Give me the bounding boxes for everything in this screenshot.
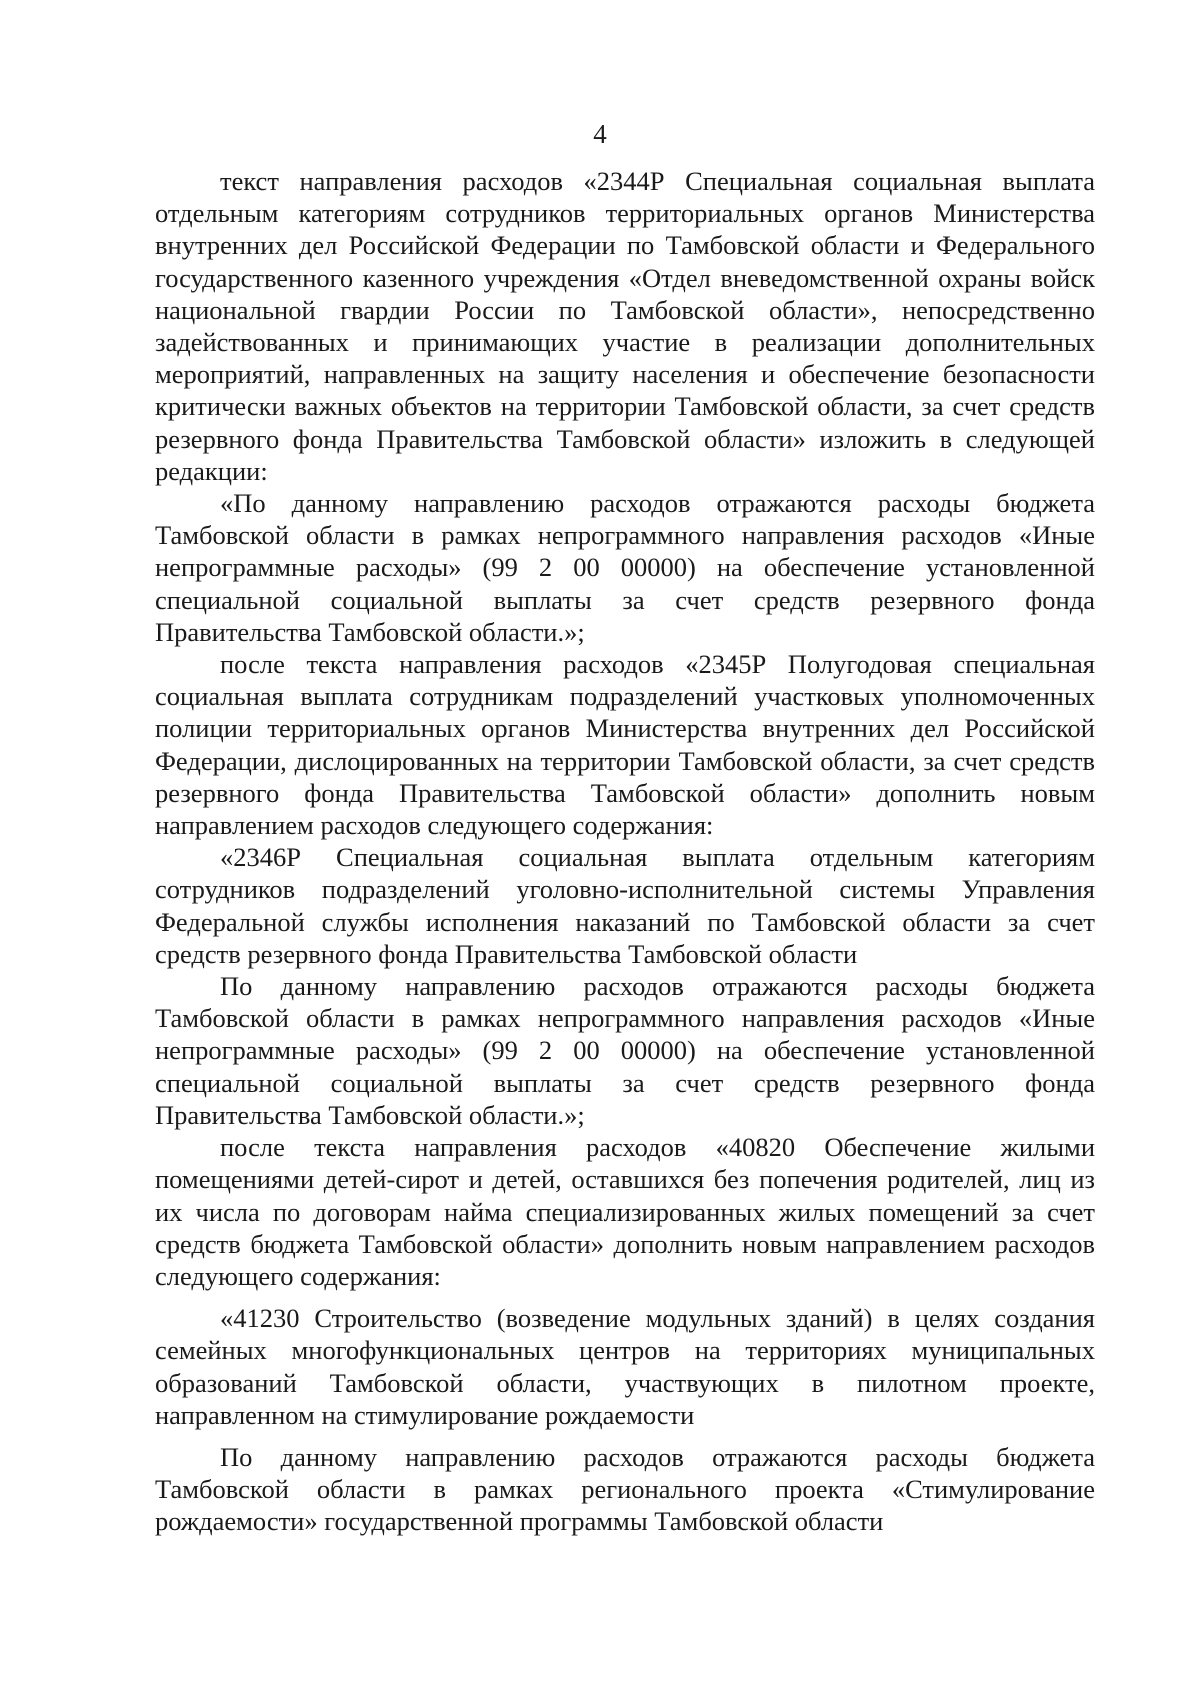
paragraph-2346r-description: По данному направлению расходов отражаются расходы бюджета Тамбовской области в рамках непрограммного направления расходов «Иные непрограммные расходы» (99 2 00 00000) на обеспечение установленной специальной социальной выплаты за счет средств резервного фонда Правительства Тамбовской области.»; (155, 971, 1095, 1130)
paragraph-41230-title: «41230 Строительство (возведение модульных зданий) в целях создания семейных многофункциональных центров на территориях муниципальных образований Тамбовской области, участвующих в пилотном проекте, направленном на стимулирование рождаемости (155, 1303, 1095, 1430)
paragraph-after-2345r: после текста направления расходов «2345Р Полугодовая специальная социальная выплата сотрудникам подразделений участковых уполномоченных полиции территориальных органов Министерства внутренних дел Российской Федерации, дислоцированных на территории Тамбовской области, за счет средств резервного фонда Правительства Тамбовской области» дополнить новым направлением расходов следующего содержания: (155, 649, 1095, 841)
paragraph-after-40820: после текста направления расходов «40820 Обеспечение жилыми помещениями детей-сирот и детей, оставшихся без попечения родителей, лиц из их числа по договорам найма специализированных жилых помещений за счет средств бюджета Тамбовской области» дополнить новым направлением расходов следующего содержания: (155, 1132, 1095, 1291)
paragraph-41230-description: По данному направлению расходов отражаются расходы бюджета Тамбовской области в рамках регионального проекта «Стимулирование рождаемости» государственной программы Тамбовской области (155, 1441, 1095, 1537)
document-body (155, 165, 1095, 1538)
paragraph-2344r-wording: текст направления расходов «2344Р Специальная социальная выплата отдельным категориям сотрудников территориальных органов Министерства внутренних дел Российской Федерации по Тамбовской области и Федерального государственного казенного учреждения «Отдел вневедомственной охраны войск национальной гвардии России по Тамбовской области», непосредственно задействованных и принимающих участие в реализации дополнительных мероприятий, направленных на защиту населения и обеспечение безопасности критически важных объектов на территории Тамбовской области, за счет средств резервного фонда Правительства Тамбовской области» изложить в следующей редакции: (155, 166, 1095, 486)
page-number: 4 (593, 119, 607, 149)
paragraph-2344r-new-text: «По данному направлению расходов отражаются расходы бюджета Тамбовской области в рамках непрограммного направления расходов «Иные непрограммные расходы» (99 2 00 00000) на обеспечение установленной специальной социальной выплаты за счет средств резервного фонда Правительства Тамбовской области.»; (155, 488, 1095, 647)
paragraph-2346r-title: «2346Р Специальная социальная выплата отдельным категориям сотрудников подразделений уголовно-исполнительной системы Управления Федеральной службы исполнения наказаний по Тамбовской области за счет средств резервного фонда Правительства Тамбовской области (155, 842, 1095, 969)
